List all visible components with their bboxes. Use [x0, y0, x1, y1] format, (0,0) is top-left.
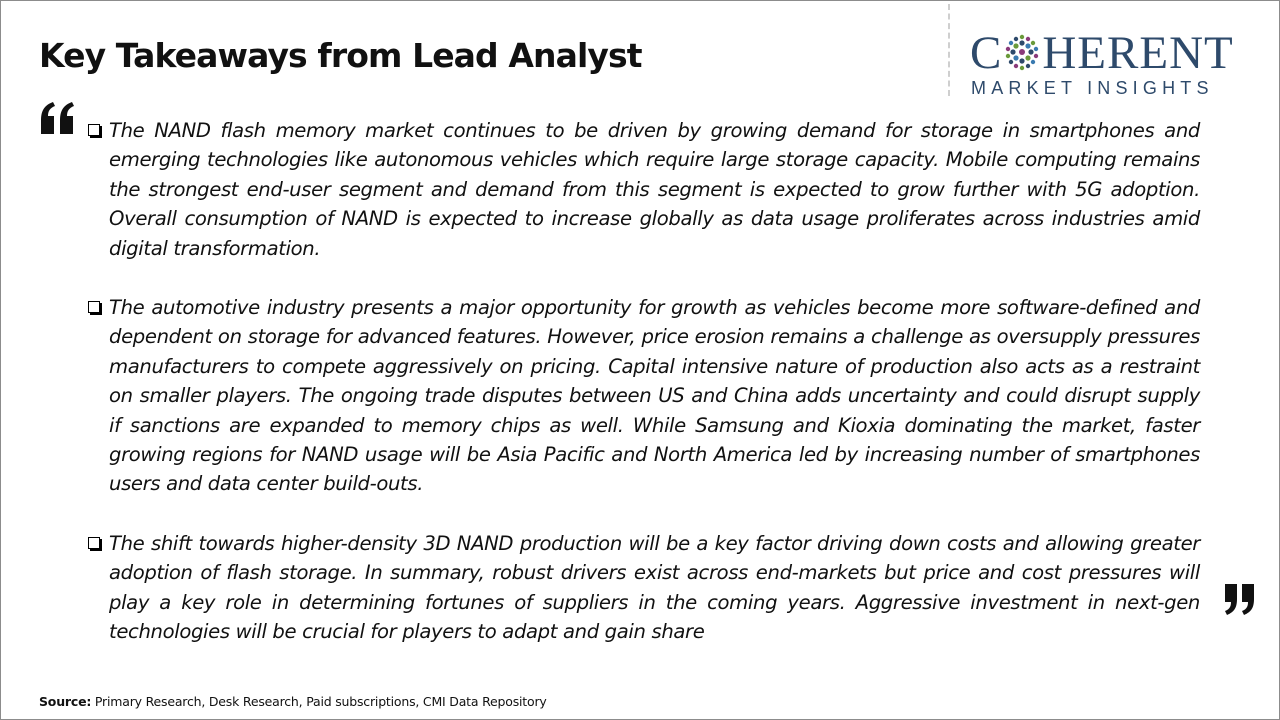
logo-wordmark	[970, 27, 1234, 79]
checkbox-bullet-icon	[88, 301, 100, 313]
open-quote-icon	[38, 98, 78, 138]
source-note	[39, 694, 547, 709]
logo-word-left: C	[970, 27, 1003, 79]
logo-tagline: MARKET INSIGHTS	[971, 78, 1214, 98]
page-title: Key Takeaways from Lead Analyst	[39, 36, 642, 75]
logo-divider	[948, 4, 950, 96]
globe-dots-icon	[1003, 33, 1041, 71]
list-item	[86, 529, 1200, 647]
bullet-text: The shift towards higher-density 3D NAND production will be a key factor driving down costs and allowing greater adoption of flash storage. In summary, robust drivers exist across end-markets but price and cost pressures will play a key role in determining fortunes of suppliers in the coming years. Aggressive investment in next-gen technologies will be crucial for players to adapt and gain share	[109, 531, 1200, 644]
source-text: Primary Research, Desk Research, Paid subscriptions, CMI Data Repository	[94, 694, 547, 709]
company-logo	[968, 27, 1263, 100]
bullet-text: The automotive industry presents a major opportunity for growth as vehicles become more software-defined and dependent on storage for advanced features. However, price erosion remains a challenge as oversupply pressures manufacturers to compete aggressively on pricing. Capital intensive nature of production also acts as a restraint on smaller players. The ongoing trade disputes between US and China adds uncertainty and could disrupt supply if sanctions are expanded to memory chips as well. While Samsung and Kioxia dominating the market, faster growing regions for NAND usage will be Asia Pacific and North America led by increasing number of smartphones users and data center build-outs.	[109, 296, 1200, 496]
source-label: Source:	[39, 694, 92, 709]
logo-word-right: HERENT	[1042, 27, 1234, 79]
list-item	[86, 293, 1200, 499]
checkbox-bullet-icon	[88, 537, 100, 549]
bullet-text: The NAND flash memory market continues to be driven by growing demand for storage in smartphones and emerging technologies like autonomous vehicles which require large storage capacity. Mobile computing remains the strongest end-user segment and demand from this segment is expected to grow further with 5G adoption. Overall consumption of NAND is expected to increase globally as data usage proliferates across industries amid digital transformation.	[109, 119, 1200, 260]
takeaways-list	[86, 116, 1200, 677]
close-quote-icon	[1223, 582, 1259, 618]
list-item	[86, 116, 1200, 263]
checkbox-bullet-icon	[88, 124, 100, 136]
